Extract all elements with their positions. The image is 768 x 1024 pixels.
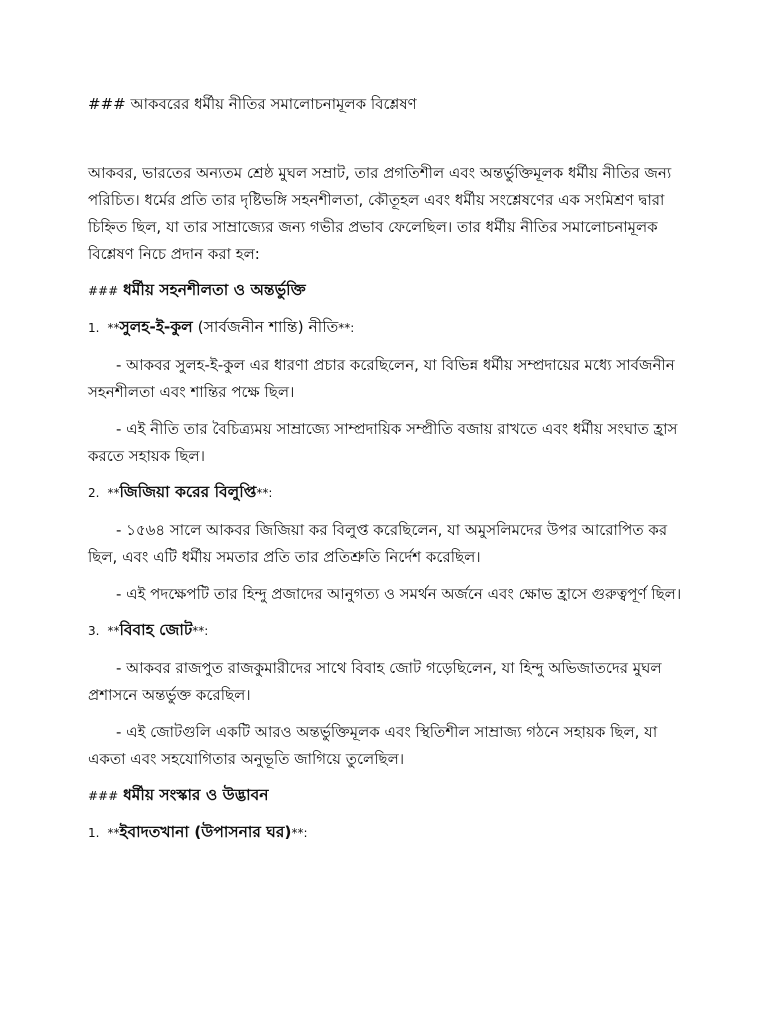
item-stars-open: ** <box>107 321 120 335</box>
section-heading-tolerance <box>88 278 688 303</box>
item-paragraph: - আকবর রাজপুত রাজকুমারীদের সাথে বিবাহ জোট গড়েছিলেন, যা হিন্দু অভিজাতদের মুঘল প্রশাসনে অন্তর্ভুক্ত করেছিল। <box>88 659 662 704</box>
item-number: 1. <box>88 826 100 840</box>
item-paragraph: - ১৫৬৪ সালে আকবর জিজিয়া কর বিলুপ্ত করেছিলেন, যা অমুসলিমদের উপর আরোপিত কর ছিল, এবং এটি ধর্মীয় সমতার প্রতি তার প্রতিশ্রুতি নির্দেশ করেছিল। <box>88 521 668 566</box>
item-stars-open: ** <box>107 826 120 840</box>
item-bold-title: সুলহ-ই-কুল <box>119 318 193 336</box>
item-stars-close: **: <box>192 624 209 638</box>
item-stars-close: **: <box>338 321 355 335</box>
section-heading-reform <box>88 783 688 808</box>
item-rest: (সার্বজনীন শান্তি) নীতি <box>192 318 339 336</box>
list-item-jizya <box>88 480 688 505</box>
item-bold-title: বিবাহ জোট <box>119 621 193 639</box>
item-stars-open: ** <box>107 624 120 638</box>
item-number: 2. <box>88 486 100 500</box>
item-stars-close: **: <box>256 486 273 500</box>
list-item-ibadat-khana <box>88 820 688 845</box>
document-title: ### আকবরের ধর্মীয় নীতির সমালোচনামূলক বিশ্লেষণ <box>88 95 417 113</box>
list-item-sulh-i-kul <box>88 315 688 340</box>
list-item-marriage-alliance <box>88 618 688 643</box>
heading-text: ধর্মীয় সংস্কার ও উদ্ভাবন <box>123 786 269 804</box>
document-page <box>88 92 688 857</box>
item-number: 3. <box>88 624 100 638</box>
item-paragraph: - আকবর সুলহ-ই-কুল এর ধারণা প্রচার করেছিলেন, যা বিভিন্ন ধর্মীয় সম্প্রদায়ের মধ্যে সার্বজনীন সহনশীলতা এবং শান্তির পক্ষে ছিল। <box>88 356 675 401</box>
heading-text: ধর্মীয় সহনশীলতা ও অন্তর্ভুক্তি <box>123 281 306 299</box>
item-paragraph: - এই পদক্ষেপটি তার হিন্দু প্রজাদের আনুগত্য ও সমর্থন অর্জনে এবং ক্ষোভ হ্রাসে গুরুত্বপূর্ণ ছিল। <box>116 585 682 603</box>
intro-paragraph: আকবর, ভারতের অন্যতম শ্রেষ্ঠ মুঘল সম্রাট, তার প্রগতিশীল এবং অন্তর্ভুক্তিমূলক ধর্মীয় নীতির জন্য পরিচিত। ধর্মের প্রতি তার দৃষ্টিভঙ্গি সহনশীলতা, কৌতূহল এবং ধর্মীয় সংশ্লেষণের এক সংমিশ্রণ দ্বারা চিহ্নিত ছিল, যা তার সাম্রাজ্যের জন্য গভীর প্রভাব ফেলেছিল। তার ধর্মীয় নীতির সমালোচনামূলক বিশ্লেষণ নিচে প্রদান করা হল: <box>88 164 672 263</box>
item-paragraph: - এই নীতি তার বৈচিত্র্যময় সাম্রাজ্যে সাম্প্রদায়িক সম্প্রীতি বজায় রাখতে এবং ধর্মীয় সংঘাত হ্রাস করতে সহায়ক ছিল। <box>88 420 678 465</box>
heading-marks: ### <box>88 284 119 298</box>
item-paragraph: - এই জোটগুলি একটি আরও অন্তর্ভুক্তিমূলক এবং স্থিতিশীল সাম্রাজ্য গঠনে সহায়ক ছিল, যা একতা এবং সহযোগিতার অনুভূতি জাগিয়ে তুলেছিল। <box>88 723 658 768</box>
item-stars-close: **: <box>291 826 308 840</box>
item-bold-title: জিজিয়া করের বিলুপ্তি <box>119 483 257 501</box>
heading-marks: ### <box>88 789 119 803</box>
item-number: 1. <box>88 321 100 335</box>
item-bold-title: ইবাদতখানা (উপাসনার ঘর) <box>119 823 292 841</box>
item-stars-open: ** <box>107 486 120 500</box>
